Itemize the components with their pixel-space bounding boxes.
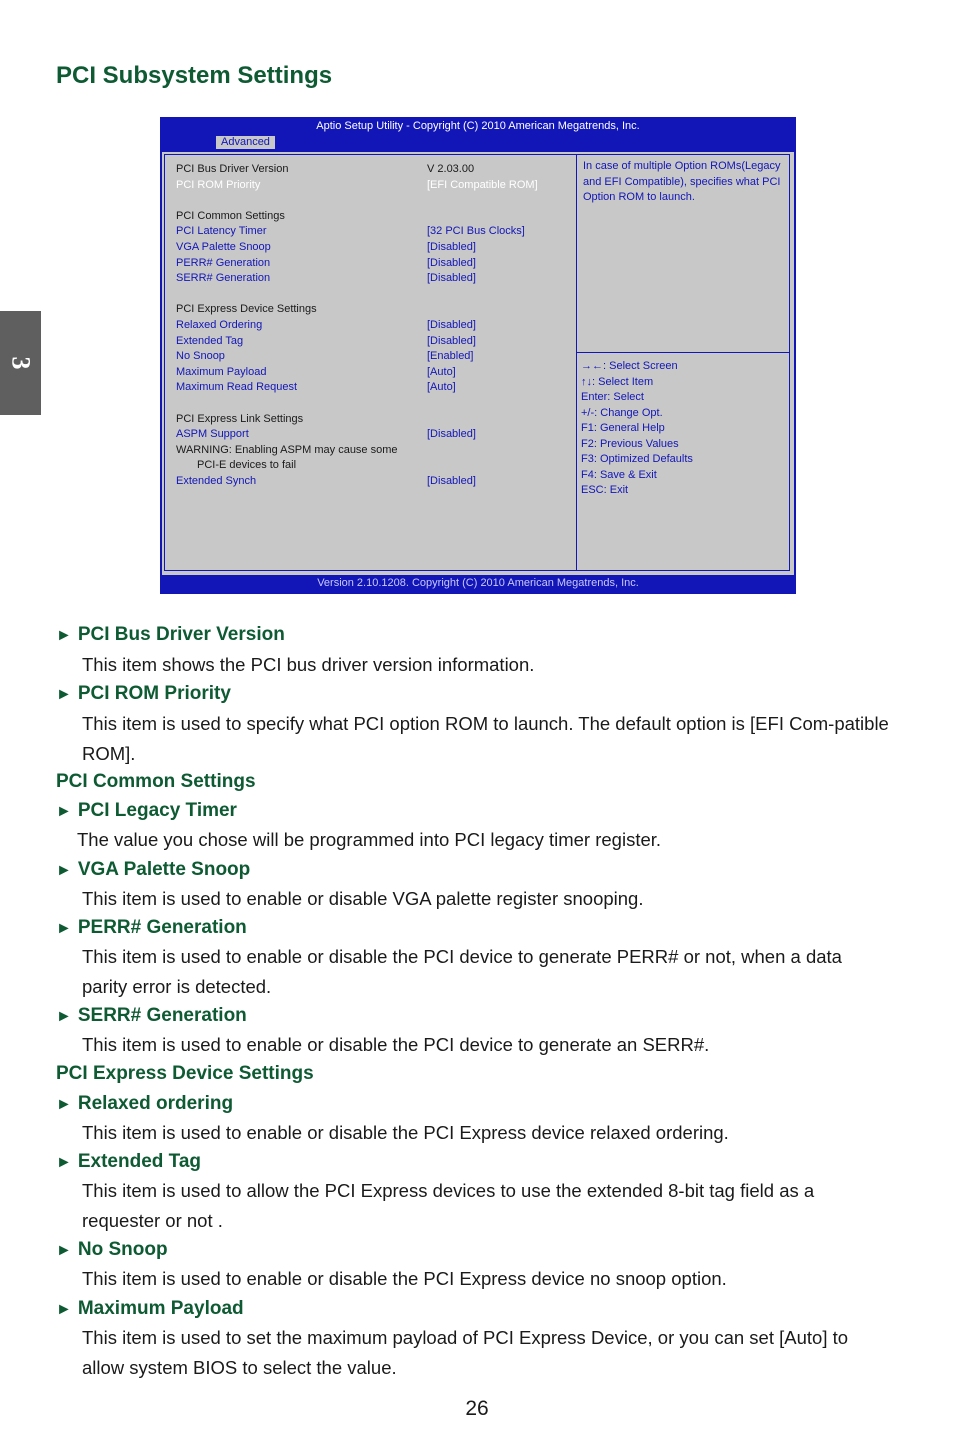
bios-tab-advanced[interactable]: Advanced xyxy=(216,136,275,149)
heading-maximum-payload: ► Maximum Payload xyxy=(56,1298,244,1319)
chapter-number: 3 xyxy=(6,356,36,370)
key-select-screen: →←: Select Screen xyxy=(581,360,678,372)
bios-row-maximum-payload[interactable]: Maximum Payload xyxy=(176,365,267,378)
bios-row-no-snoop[interactable]: No Snoop xyxy=(176,350,225,363)
text-vga-palette-snoop: This item is used to enable or disable VGA palette register snooping. xyxy=(82,888,644,909)
heading-pci-common-settings: PCI Common Settings xyxy=(56,771,256,792)
bios-value-pci-bus-driver-version: V 2.03.00 xyxy=(427,163,475,175)
text-serr-generation: This item is used to enable or disable the PCI device to generate an SERR#. xyxy=(82,1034,710,1055)
bios-copyright: Aptio Setup Utility - Copyright (C) 2010 American Megatrends, Inc. xyxy=(316,120,640,132)
text-relaxed-ordering: This item is used to enable or disable the PCI Express device relaxed ordering. xyxy=(82,1122,729,1143)
bios-value-serr-generation[interactable]: [Disabled] xyxy=(427,272,476,285)
bios-help-text: In case of multiple Option ROMs(Legacy and EFI Compatible), specifies what PCI Option ROM to launch. xyxy=(583,160,781,204)
heading-serr-generation: ► SERR# Generation xyxy=(56,1005,247,1026)
key-select-item: ↑↓: Select Item xyxy=(581,375,654,388)
bios-footer: Version 2.10.1208. Copyright (C) 2010 American Megatrends, Inc. xyxy=(317,577,639,589)
bios-value-pci-latency-timer[interactable]: [32 PCI Bus Clocks] xyxy=(427,225,525,238)
bios-row-pci-bus-driver-version: PCI Bus Driver Version xyxy=(176,163,289,175)
heading-pci-legacy-timer: ► PCI Legacy Timer xyxy=(56,800,237,821)
bios-row-pci-latency-timer[interactable]: PCI Latency Timer xyxy=(176,225,267,238)
key-f3: F3: Optimized Defaults xyxy=(581,453,693,465)
bios-row-relaxed-ordering[interactable]: Relaxed Ordering xyxy=(176,319,263,331)
bios-row-pci-rom-priority[interactable]: PCI ROM Priority xyxy=(176,178,261,191)
text-pci-legacy-timer: The value you chose will be programmed into PCI legacy timer register. xyxy=(77,829,662,850)
bios-row-serr-generation[interactable]: SERR# Generation xyxy=(176,272,271,285)
text-pci-bus-driver-version: This item shows the PCI bus driver version information. xyxy=(82,654,535,675)
bios-warning-line-1: WARNING: Enabling ASPM may cause some xyxy=(176,443,398,456)
heading-vga-palette-snoop: ► VGA Palette Snoop xyxy=(56,859,251,880)
bios-row-perr-generation[interactable]: PERR# Generation xyxy=(176,256,271,269)
bios-row-maximum-read-request[interactable]: Maximum Read Request xyxy=(176,381,298,394)
bios-divider xyxy=(576,154,577,571)
page-number: 26 xyxy=(465,1397,489,1420)
bios-value-maximum-read-request[interactable]: [Auto] xyxy=(427,381,456,394)
bios-help-divider xyxy=(577,352,790,353)
heading-relaxed-ordering: ► Relaxed ordering xyxy=(56,1093,234,1114)
text-perr-generation: This item is used to enable or disable the PCI device to generate PERR# or not, when a data parity error is detected. xyxy=(82,946,842,997)
bios-value-aspm-support[interactable]: [Disabled] xyxy=(427,428,476,441)
bios-warning-line-2: PCI-E devices to fail xyxy=(197,459,297,472)
text-pci-rom-priority: This item is used to specify what PCI option ROM to launch. The default option is [EFI Com-patible ROM]. xyxy=(82,713,889,764)
heading-pci-rom-priority: ► PCI ROM Priority xyxy=(56,683,231,704)
text-extended-tag: This item is used to allow the PCI Express devices to use the extended 8-bit tag field as a requester or not . xyxy=(82,1180,815,1231)
bios-group-pci-express-device-settings: PCI Express Device Settings xyxy=(176,303,317,316)
heading-no-snoop: ► No Snoop xyxy=(56,1239,168,1260)
bios-row-extended-synch[interactable]: Extended Synch xyxy=(176,475,257,487)
key-f1: F1: General Help xyxy=(581,422,665,434)
key-enter: Enter: Select xyxy=(581,391,644,403)
bios-value-relaxed-ordering[interactable]: [Disabled] xyxy=(427,319,476,331)
bios-group-pci-express-link-settings: PCI Express Link Settings xyxy=(176,412,304,425)
bios-value-pci-rom-priority[interactable]: [EFI Compatible ROM] xyxy=(427,178,538,191)
text-no-snoop: This item is used to enable or disable the PCI Express device no snoop option. xyxy=(82,1268,727,1289)
bios-value-extended-synch[interactable]: [Disabled] xyxy=(427,475,476,487)
bios-value-vga-palette-snoop[interactable]: [Disabled] xyxy=(427,241,476,253)
key-change-opt: +/-: Change Opt. xyxy=(581,406,663,419)
page-title: PCI Subsystem Settings xyxy=(56,62,333,89)
bios-group-pci-common-settings: PCI Common Settings xyxy=(176,209,285,222)
text-maximum-payload: This item is used to set the maximum payload of PCI Express Device, or you can set [Auto] to allow system BIOS to select the value. xyxy=(82,1327,849,1378)
key-f2: F2: Previous Values xyxy=(581,437,679,450)
bios-body xyxy=(162,152,794,575)
key-esc: ESC: Exit xyxy=(581,484,629,496)
bios-header xyxy=(160,117,796,150)
bios-screenshot xyxy=(160,117,796,594)
bios-value-maximum-payload[interactable]: [Auto] xyxy=(427,365,456,378)
heading-pci-express-device-settings: PCI Express Device Settings xyxy=(56,1063,314,1084)
chapter-tab xyxy=(0,311,41,415)
bios-row-aspm-support[interactable]: ASPM Support xyxy=(176,428,249,441)
bios-value-perr-generation[interactable]: [Disabled] xyxy=(427,256,476,269)
bios-value-extended-tag[interactable]: [Disabled] xyxy=(427,334,476,347)
heading-extended-tag: ► Extended Tag xyxy=(56,1151,202,1172)
bios-value-no-snoop[interactable]: [Enabled] xyxy=(427,350,474,363)
heading-pci-bus-driver-version: ► PCI Bus Driver Version xyxy=(56,624,285,645)
key-f4: F4: Save & Exit xyxy=(581,468,657,481)
bios-row-vga-palette-snoop[interactable]: VGA Palette Snoop xyxy=(176,241,271,253)
bios-row-extended-tag[interactable]: Extended Tag xyxy=(176,334,244,347)
bios-key-legend xyxy=(581,359,786,499)
heading-perr-generation: ► PERR# Generation xyxy=(56,917,247,938)
